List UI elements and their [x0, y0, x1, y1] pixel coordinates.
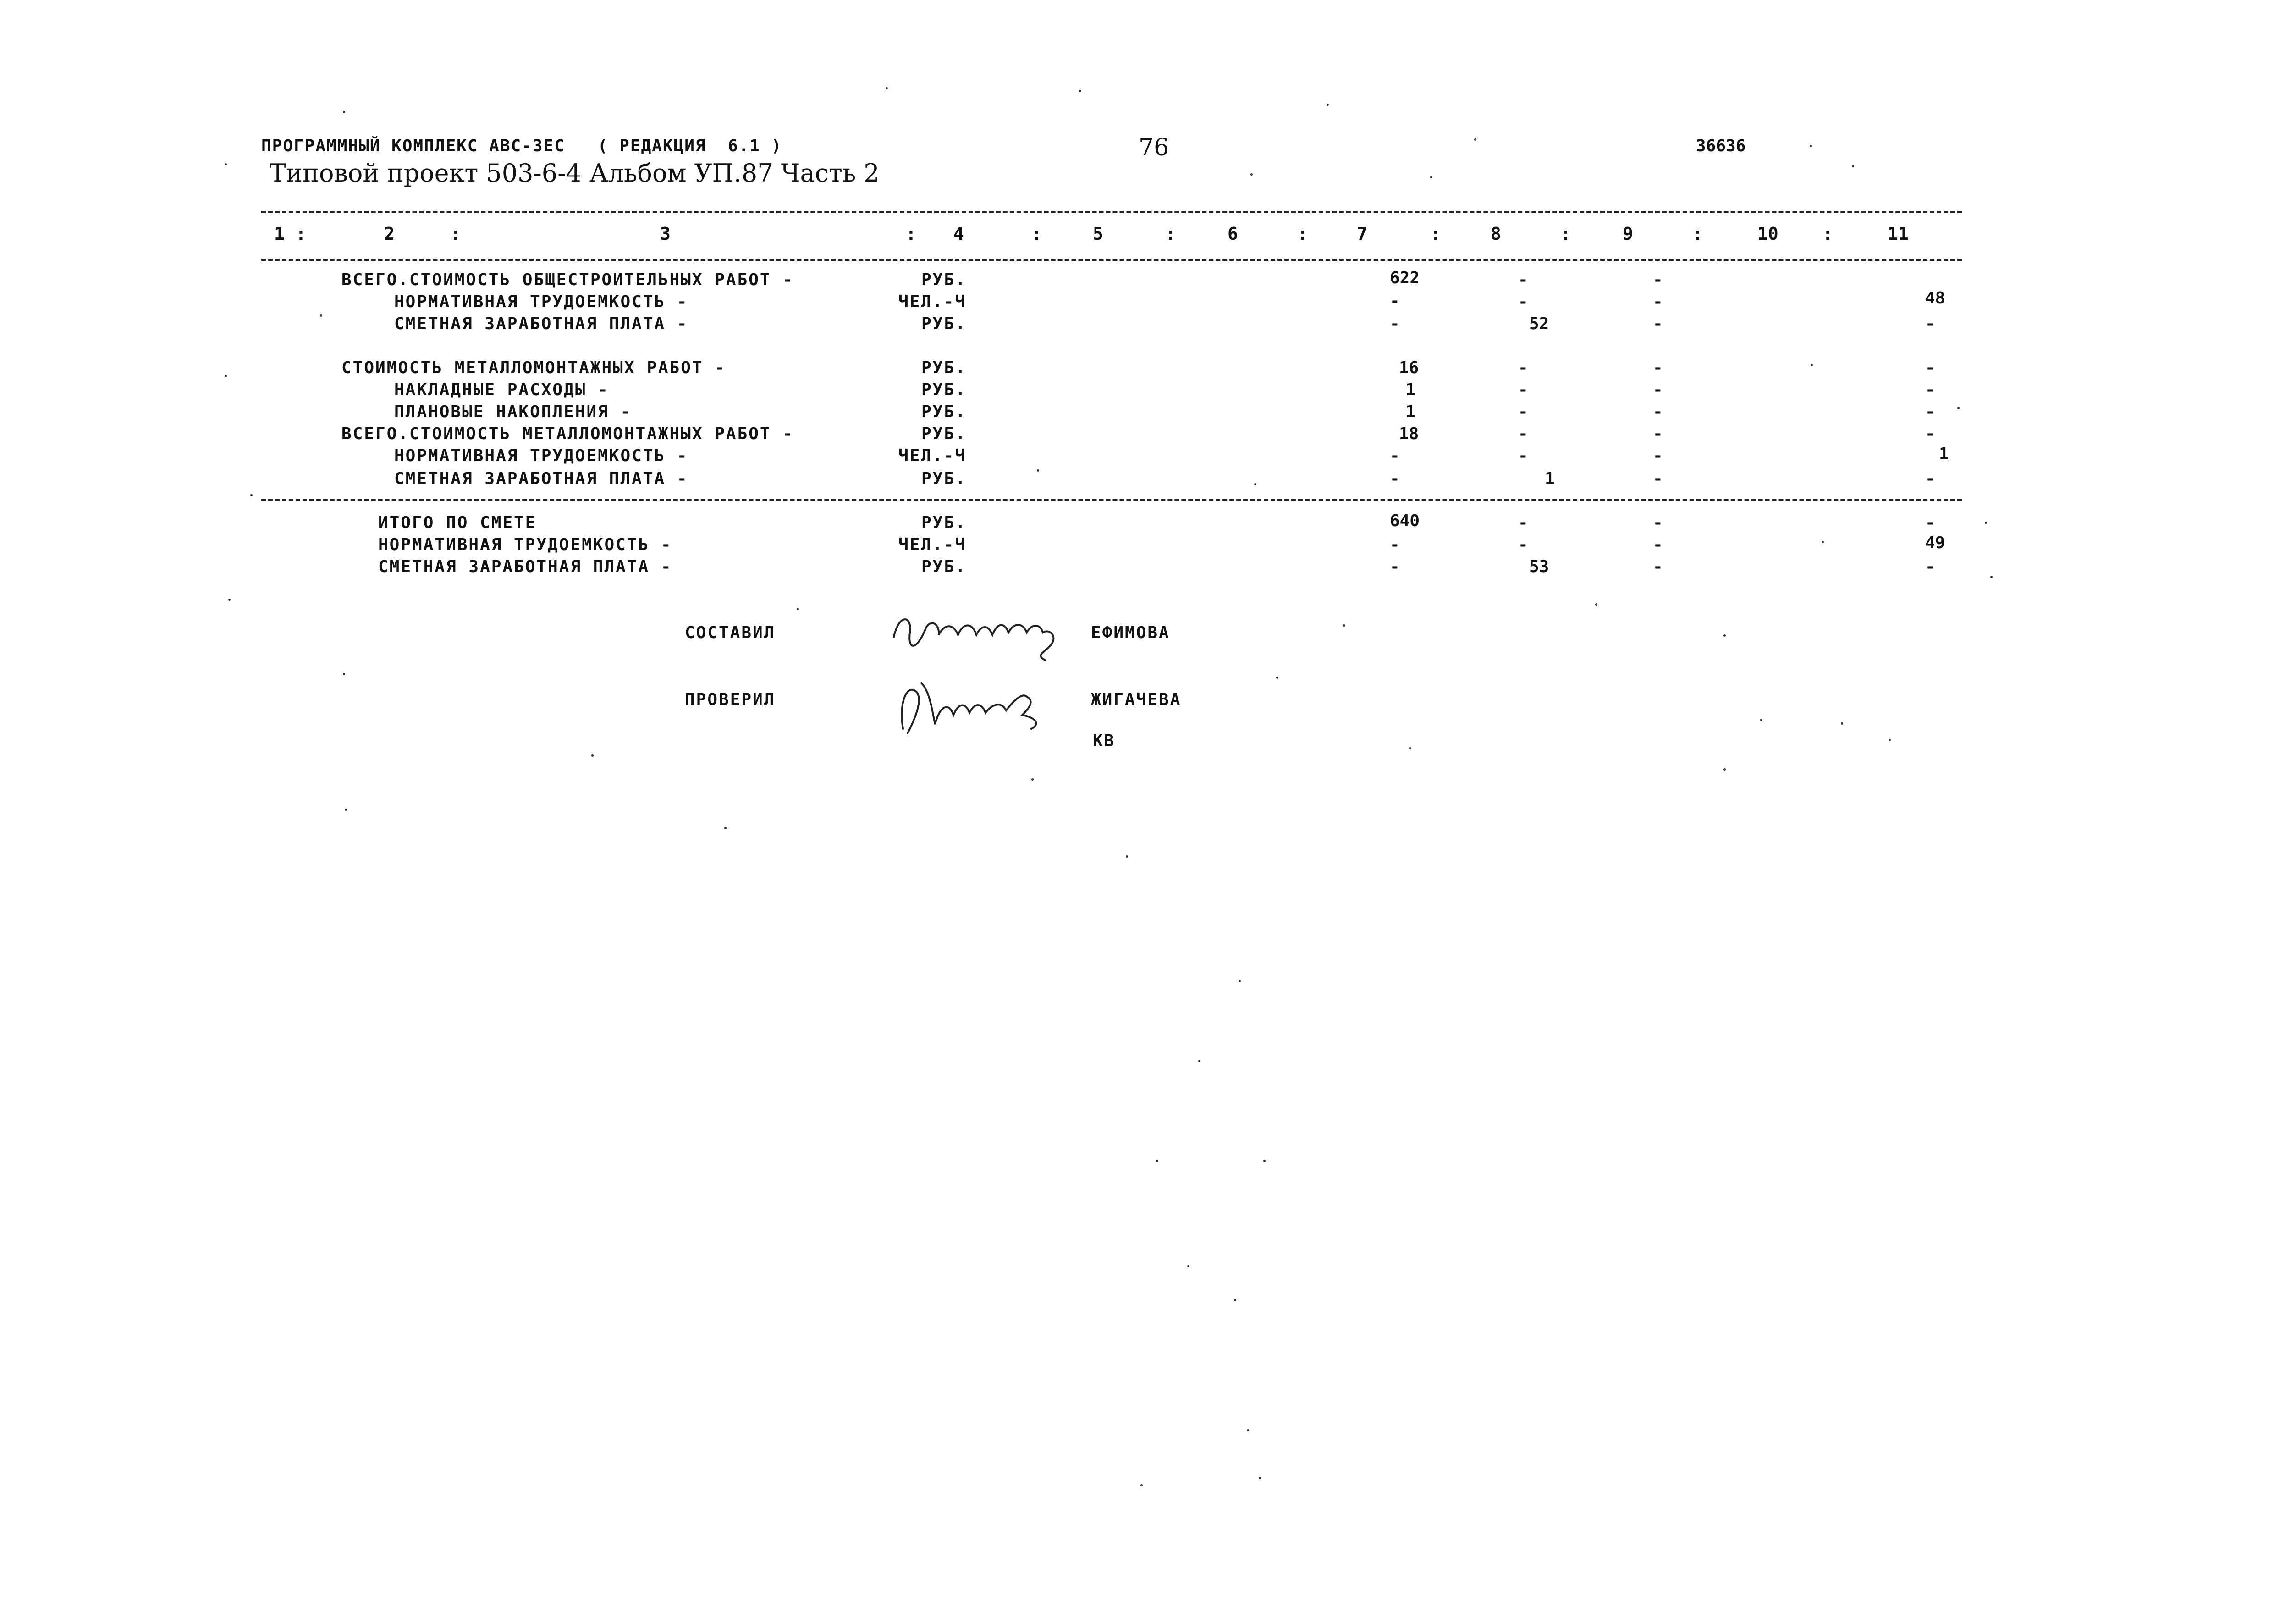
cell-col7: - [1390, 535, 1400, 554]
cell-col11: - [1925, 314, 1935, 333]
cell-col7: - [1390, 557, 1400, 576]
cell-col9: - [1653, 358, 1663, 377]
row-unit: РУБ. [921, 424, 967, 443]
column-separator: : [1692, 224, 1703, 244]
cell-col11: - [1925, 380, 1935, 399]
column-header: 6 [1228, 224, 1238, 244]
cell-col8: - [1518, 270, 1528, 289]
row-unit: РУБ. [921, 380, 967, 399]
column-separator: : [1165, 224, 1176, 244]
cell-col9: - [1653, 513, 1663, 532]
row-label: НОРМАТИВНАЯ ТРУДОЕМКОСТЬ - [394, 292, 688, 311]
row-unit: ЧЕЛ.-Ч [898, 446, 967, 465]
row-unit: РУБ. [921, 513, 967, 532]
cell-col7: 1 [1405, 402, 1415, 421]
cell-col8: - [1518, 380, 1528, 399]
cell-col11: - [1925, 424, 1935, 443]
cell-col9: - [1653, 424, 1663, 443]
cell-col8: 53 [1529, 557, 1549, 576]
cell-col8: 1 [1545, 469, 1555, 488]
row-label: НОРМАТИВНАЯ ТРУДОЕМКОСТЬ - [394, 446, 688, 465]
compiled-name: ЕФИМОВА [1091, 623, 1170, 642]
column-separator: : [1560, 224, 1571, 244]
column-separator: : [906, 224, 916, 244]
row-unit: РУБ. [921, 469, 967, 488]
compiled-label: СОСТАВИЛ [685, 623, 776, 642]
cell-col8: - [1518, 292, 1528, 311]
column-separator: : [1031, 224, 1042, 244]
cell-col8: - [1518, 535, 1528, 554]
column-header: 5 [1093, 224, 1103, 244]
row-unit: РУБ. [921, 402, 967, 421]
cell-col9: - [1653, 535, 1663, 554]
row-unit: РУБ. [921, 314, 967, 333]
row-label: НОРМАТИВНАЯ ТРУДОЕМКОСТЬ - [378, 535, 672, 554]
cell-col7: - [1390, 469, 1400, 488]
checked-signature [889, 665, 1073, 747]
column-separator: : [1823, 224, 1833, 244]
cell-col9: - [1653, 469, 1663, 488]
cell-col8: - [1518, 424, 1528, 443]
column-header: 3 [660, 224, 671, 244]
column-header: 9 [1623, 224, 1633, 244]
column-header: 7 [1357, 224, 1367, 244]
cell-col11: - [1925, 402, 1935, 421]
cell-col9: - [1653, 446, 1663, 465]
row-label: ВСЕГО.СТОИМОСТЬ ОБЩЕСТРОИТЕЛЬНЫХ РАБОТ - [341, 270, 794, 289]
page-number: 76 [1139, 134, 1169, 161]
column-header: 11 [1888, 224, 1909, 244]
row-label: ПЛАНОВЫЕ НАКОПЛЕНИЯ - [394, 402, 632, 421]
document-subtitle: Типовой проект 503-6-4 Альбом УП.87 Часть 2 [270, 159, 880, 187]
checked-label: ПРОВЕРИЛ [685, 690, 776, 709]
checked-name: ЖИГАЧЕВА [1091, 690, 1182, 709]
row-label: СМЕТНАЯ ЗАРАБОТНАЯ ПЛАТА - [394, 314, 688, 333]
cell-col7: 16 [1399, 358, 1419, 377]
cell-col11: - [1925, 557, 1935, 576]
cell-col9: - [1653, 270, 1663, 289]
program-header: ПРОГРАММНЫЙ КОМПЛЕКС АВС-3ЕС ( РЕДАКЦИЯ 6.1 ) [261, 137, 782, 155]
table-header-rule [261, 259, 1962, 261]
document-number: 36636 [1696, 137, 1746, 155]
cell-col7: 640 [1390, 512, 1420, 530]
row-label: СМЕТНАЯ ЗАРАБОТНАЯ ПЛАТА - [394, 469, 688, 488]
column-header: 8 [1491, 224, 1501, 244]
row-unit: РУБ. [921, 270, 967, 289]
cell-col9: - [1653, 292, 1663, 311]
table-subtotal-rule [261, 499, 1962, 501]
cell-col8: - [1518, 402, 1528, 421]
cell-col8: 52 [1529, 314, 1549, 333]
cell-col7: - [1390, 446, 1400, 465]
cell-col11: - [1925, 358, 1935, 377]
cell-col7: 18 [1399, 424, 1419, 443]
cell-col11: - [1925, 469, 1935, 488]
column-header: 10 [1757, 224, 1778, 244]
cell-col7: 1 [1405, 380, 1415, 399]
column-separator: : [1297, 224, 1308, 244]
row-unit: ЧЕЛ.-Ч [898, 292, 967, 311]
cell-col8: - [1518, 513, 1528, 532]
row-label: СМЕТНАЯ ЗАРАБОТНАЯ ПЛАТА - [378, 557, 672, 576]
row-label: ВСЕГО.СТОИМОСТЬ МЕТАЛЛОМОНТАЖНЫХ РАБОТ - [341, 424, 794, 443]
cell-col8: - [1518, 358, 1528, 377]
cell-col11: 1 [1939, 445, 1949, 463]
column-separator: : [450, 224, 461, 244]
cell-col7: - [1390, 292, 1400, 310]
cell-col11: - [1925, 513, 1935, 532]
column-separator: : [1430, 224, 1441, 244]
cell-col9: - [1653, 380, 1663, 399]
table-top-rule [261, 211, 1962, 213]
cell-col9: - [1653, 314, 1663, 333]
cell-col11: 48 [1925, 289, 1945, 308]
column-separator: : [296, 224, 306, 244]
cell-col8: - [1518, 446, 1528, 465]
footer-code: КВ [1093, 732, 1116, 750]
row-label: НАКЛАДНЫЕ РАСХОДЫ - [394, 380, 609, 399]
row-unit: РУБ. [921, 557, 967, 576]
column-header: 1 [274, 224, 285, 244]
row-label: ИТОГО ПО СМЕТЕ [378, 513, 537, 532]
cell-col7: 622 [1390, 269, 1420, 287]
row-unit: РУБ. [921, 358, 967, 377]
compiled-signature [885, 596, 1086, 669]
column-header: 2 [384, 224, 395, 244]
cell-col9: - [1653, 402, 1663, 421]
cell-col7: - [1390, 314, 1400, 333]
row-unit: ЧЕЛ.-Ч [898, 535, 967, 554]
row-label: СТОИМОСТЬ МЕТАЛЛОМОНТАЖНЫХ РАБОТ - [341, 358, 726, 377]
cell-col9: - [1653, 557, 1663, 576]
cell-col11: 49 [1925, 534, 1945, 552]
column-header: 4 [953, 224, 964, 244]
